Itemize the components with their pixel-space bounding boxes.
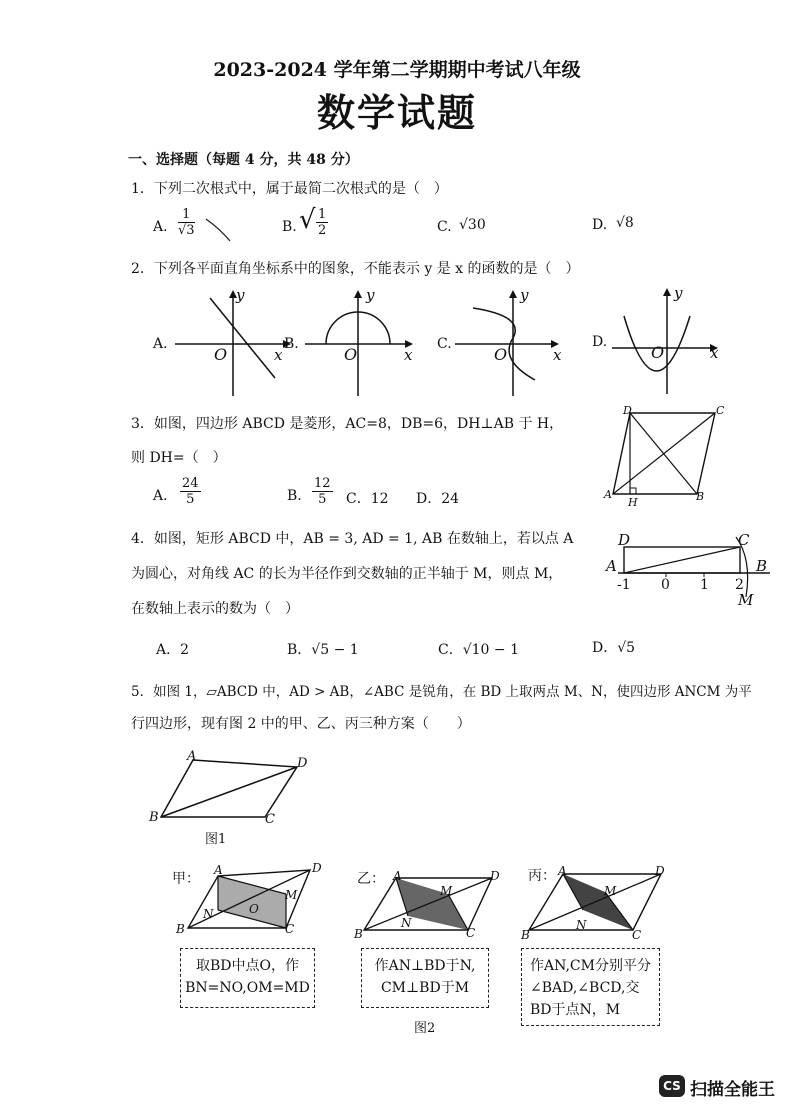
scheme-bing-figure [525, 870, 675, 940]
q4-label-c: C [738, 531, 750, 549]
jia-label-d: D [312, 861, 322, 875]
q3-a-numerator: 24 [182, 476, 199, 491]
q4-text-line2: 为圆心，对角线 AC 的长为半径作到交数轴的正半轴于 M，则点 M， [131, 566, 563, 582]
q3-rhombus-figure [605, 410, 725, 500]
yi-label-m: M [440, 884, 453, 898]
jia-label-a: A [214, 863, 223, 877]
scheme-bing-description [521, 948, 660, 1026]
q3-option-b-label: B. [287, 488, 302, 504]
q2-a-y-label: y [236, 286, 245, 304]
bing-desc-line2: ∠BAD,∠BCD,交 [530, 980, 640, 996]
scheme-jia-description [180, 948, 315, 1008]
q2-graph-a [175, 288, 295, 398]
jia-label-o: O [249, 902, 259, 916]
q3-option-a-fraction [180, 476, 201, 507]
camscanner-app-name: 扫描全能王 [690, 1080, 775, 1100]
q2-graph-d [612, 286, 732, 396]
q1-option-a-label: A. [153, 219, 168, 235]
q1-option-d-value: √8 [616, 215, 634, 231]
q2-option-d-label: D. [592, 334, 608, 350]
q4-text-line3: 在数轴上表示的数为（ ） [131, 601, 299, 617]
q3-a-denominator: 5 [186, 492, 195, 507]
q3-label-d: D [623, 404, 632, 417]
jia-label-m: M [285, 888, 298, 902]
bing-label-d: D [655, 864, 665, 878]
q2-option-c-label: C. [437, 336, 452, 352]
q3-text-line2: 则 DH=（ ） [131, 450, 227, 466]
q5-figure1-parallelogram [155, 755, 315, 830]
q2-d-origin: O [651, 343, 665, 362]
bing-label-n: N [576, 918, 587, 932]
q2-option-b-label: B. [284, 336, 299, 352]
q2-c-x-label: x [553, 346, 562, 364]
section-heading: 一、选择题（每题 4 分，共 48 分） [128, 152, 359, 168]
q2-c-y-label: y [520, 286, 529, 304]
q3-label-h: H [628, 496, 638, 509]
yi-desc-line2: CM⊥BD于M [380, 980, 470, 996]
q5-text-line2: 行四边形，现有图 2 中的甲、乙、丙三种方案（ ） [131, 716, 471, 732]
q4-tick-0: 0 [661, 577, 670, 593]
fig1-label-b: B [149, 810, 159, 825]
q4-label-a: A [606, 557, 617, 575]
fig1-caption: 图1 [205, 832, 227, 847]
bing-label-c: C [632, 928, 642, 942]
q2-b-y-label: y [366, 286, 375, 304]
bing-label-m: M [604, 884, 617, 898]
yi-label-n: N [401, 916, 412, 930]
q1-text: 1．下列二次根式中，属于最简二次根式的是（ ） [131, 181, 448, 197]
q4-option-d: D．√5 [592, 640, 636, 656]
q5-text-line1: 5．如图 1，▱ABCD 中，AD > AB，∠ABC 是锐角，在 BD 上取两点 M、N，使四边形 ANCM 为平 [131, 684, 752, 700]
q3-option-c: C．12 [346, 491, 389, 507]
jia-desc-line2: BN=NO,OM=MD [185, 980, 310, 996]
scheme-jia-label: 甲： [172, 871, 200, 887]
bing-label-b: B [521, 928, 530, 942]
q1-b-numerator: 1 [318, 207, 327, 222]
fig1-label-c: C [265, 812, 275, 827]
q3-text-line1: 3．如图，四边形 ABCD 是菱形，AC=8，DB=6，DH⊥AB 于 H， [131, 416, 564, 432]
q3-b-denominator: 5 [318, 492, 327, 507]
bing-label-a: A [558, 864, 567, 878]
q2-a-origin: O [214, 345, 228, 364]
q2-d-x-label: x [710, 344, 719, 362]
q4-tick-1: 1 [700, 577, 709, 593]
q4-option-b: B．√5 − 1 [287, 642, 359, 658]
q2-a-x-label: x [274, 346, 283, 364]
q4-label-b: B [756, 557, 768, 575]
q2-d-y-label: y [674, 284, 683, 302]
q1-b-root-sign: √ [299, 205, 316, 235]
q1-option-a-fraction [178, 207, 195, 238]
q3-label-a: A [604, 488, 612, 501]
scheme-yi-figure [360, 872, 510, 942]
q1-b-denominator: 2 [318, 223, 327, 238]
bing-desc-line1: 作AN,CM分别平分 [530, 958, 651, 974]
q3-label-c: C [716, 404, 725, 417]
q4-option-c: C．√10 − 1 [438, 642, 519, 658]
q2-graph-c [455, 288, 575, 398]
scheme-bing-label: 丙： [528, 868, 556, 884]
bing-desc-line3: BD于点N，M [530, 1002, 621, 1018]
q2-graph-b [305, 288, 425, 398]
q1-option-c-label: C. [437, 219, 452, 235]
yi-label-c: C [466, 926, 476, 940]
q1-pen-mark [200, 215, 240, 245]
yi-label-b: B [354, 927, 363, 941]
q4-tick-2: 2 [735, 577, 744, 593]
scheme-yi-description [361, 948, 489, 1008]
q2-b-x-label: x [404, 346, 413, 364]
q3-option-a-label: A. [153, 488, 168, 504]
jia-label-b: B [176, 922, 185, 936]
scheme-yi-label: 乙： [357, 871, 385, 887]
jia-label-n: N [203, 907, 214, 921]
exam-title-line1: 2023-2024 学年第二学期期中考试八年级 [213, 59, 581, 81]
jia-desc-line1: 取BD中点O，作 [196, 958, 299, 974]
yi-label-d: D [490, 869, 500, 883]
q4-option-a: A．2 [156, 642, 190, 658]
q3-option-b-fraction [312, 476, 333, 507]
q3-option-d: D．24 [416, 491, 460, 507]
q1-option-b-fraction [316, 207, 328, 238]
fig1-label-a: A [187, 749, 197, 764]
q4-tick-minus1: -1 [617, 577, 631, 593]
q3-label-b: B [696, 490, 705, 503]
fig2-caption: 图2 [414, 1021, 436, 1036]
q4-label-m: M [738, 591, 754, 609]
q2-option-a-label: A. [153, 336, 168, 352]
q4-text-line1: 4．如图，矩形 ABCD 中，AB = 3, AD = 1, AB 在数轴上，若以点 A [131, 531, 574, 547]
q2-c-origin: O [494, 345, 508, 364]
q1-option-c-value: √30 [459, 217, 486, 233]
camscanner-logo-icon: CS [659, 1075, 685, 1097]
q2-b-origin: O [344, 345, 358, 364]
q4-label-d: D [618, 531, 631, 549]
yi-desc-line1: 作AN⊥BD于N, [374, 958, 476, 974]
yi-label-a: A [393, 869, 402, 883]
q1-option-d-label: D. [592, 217, 608, 233]
fig1-label-d: D [297, 756, 308, 771]
exam-title-line2: 数学试题 [316, 90, 477, 135]
q1-a-numerator: 1 [178, 207, 195, 223]
q1-a-denominator: √3 [178, 223, 195, 238]
q1-option-b-label: B. [282, 219, 297, 235]
jia-label-c: C [285, 922, 295, 936]
q3-b-numerator: 12 [314, 476, 331, 491]
q2-text: 2．下列各平面直角坐标系中的图象，不能表示 y 是 x 的函数的是（ ） [131, 261, 580, 277]
